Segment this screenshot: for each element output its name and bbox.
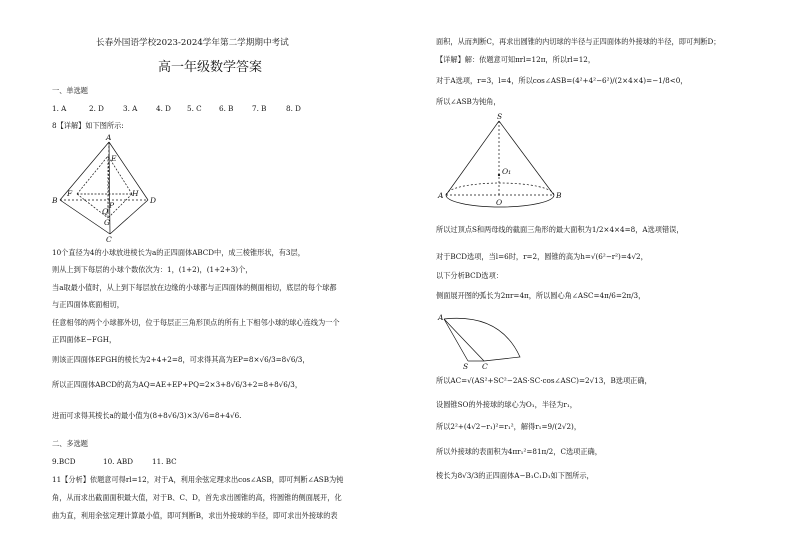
- formula-line: 所以外接球的表面积为4πr₁²=81π/2，C选项正确，: [436, 447, 602, 456]
- paragraph-line: 所以∠ASB为钝角，: [436, 97, 501, 106]
- answer-item: 3. A: [123, 104, 138, 113]
- formula-line: 所以正四面体ABCD的高为AQ=AE+EP+PQ=2×3+8√6/3+2=8+8√6/3，: [52, 380, 303, 389]
- label-S: S: [497, 112, 503, 121]
- section-heading-multi-choice: 二、多选题: [52, 439, 88, 448]
- answer-item: 11. BC: [152, 457, 177, 466]
- sector-figure: [436, 311, 536, 371]
- formula-line: 所以2²+(4√2−r₁)²=r₁²，解得r₁=9/(2√2)，: [436, 422, 582, 431]
- label-B: B: [52, 196, 58, 205]
- label-F: F: [67, 189, 73, 198]
- paragraph-line: 曲为直，利用余弦定理计算最小值，即可判断B，求出外接球的半径，即可求出外接球的表: [52, 511, 338, 520]
- answer-item: 4. D: [156, 104, 171, 113]
- label-D: D: [150, 196, 157, 205]
- label-H: H: [132, 189, 139, 198]
- label-Q: Q: [102, 207, 109, 216]
- answer-item: 7. B: [252, 104, 267, 113]
- label-A: A: [106, 133, 112, 142]
- label-B: B: [556, 191, 562, 200]
- formula-line: 对于BCD选项，当l=6时，r=2，圆锥的高为h=√(6²−r²)=4√2，: [436, 252, 648, 261]
- q8-heading: 8【详解】如下图所示:: [52, 121, 124, 130]
- label-G: G: [104, 218, 110, 227]
- label-C: C: [106, 235, 112, 244]
- paragraph-line: 当a取最小值时，从上到下每层放在边缘的小球都与正四面体的侧面相切，底层的每个球都: [52, 283, 337, 292]
- paragraph-line: 【详解】解：依题意可知πrl=12π，所以rl=12，: [436, 55, 596, 64]
- cone-figure: [436, 113, 576, 218]
- formula-line: 棱长为8√3/3的正四面体A−B₁C₁D₁如下图所示，: [436, 471, 594, 480]
- label-A: A: [438, 313, 444, 322]
- formula-line: 进而可求得其棱长a的最小值为(8+8√6/3)×3/√6=8+4√6.: [52, 411, 242, 420]
- answer-item: 9.BCD: [52, 457, 76, 466]
- paragraph-line: 正四面体E−FGH，: [52, 335, 117, 344]
- answer-item: 2. D: [89, 104, 104, 113]
- tetrahedron-figure: [52, 134, 162, 244]
- paragraph-line: 则从上到下每层的小球个数依次为：1，(1+2)，(1+2+3)个，: [52, 265, 253, 274]
- formula-line: 对于A选项，r=3，l=4，所以cos∠ASB=(4²+4²−6²)/(2×4×4)=−1/8<0，: [436, 76, 688, 85]
- answer-item: 1. A: [52, 104, 67, 113]
- label-O1: O₁: [502, 167, 512, 176]
- formula-line: 侧面展开图的弧长为2πr=4π，所以圆心角∠ASC=4π/6=2π/3，: [436, 291, 646, 300]
- answer-item: 8. D: [286, 104, 301, 113]
- paragraph-line: 10个直径为4的小球放进棱长为a的正四面体ABCD中，成三棱锥形状，有3层，: [52, 248, 305, 257]
- formula-line: 所以AC=√(AS²+SC²−2AS·SC·cos∠ASC)=2√13，B选项正确，: [436, 376, 652, 385]
- paragraph-line: 与正四面体底面相切，: [52, 300, 124, 309]
- formula-line: 则该正四面体EFGH的棱长为2+4+2=8，可求得其高为EP=8×√6/3=8√6/3，: [52, 355, 310, 364]
- section-heading-single-choice: 一、单选题: [52, 86, 88, 95]
- paragraph-line: 任意相邻的两个小球都外切，位于每层正三角形顶点的所有上下相邻小球的球心连线为一个: [52, 318, 340, 327]
- paragraph-line: 角，从而求出截面面积最大值，对于B、C、D，首先求出圆锥的高，将圆锥的侧面展开，化: [52, 493, 342, 502]
- label-A: A: [438, 191, 444, 200]
- school-title: 长春外国语学校2023-2024学年第二学期期中考试: [96, 38, 289, 48]
- label-O: O: [496, 198, 503, 207]
- paragraph-line: 面积，从而判断C，再求出圆锥的内切球的半径与正四面体的外接球的半径，即可判断D；: [436, 37, 721, 46]
- paragraph-line: 11【分析】依题意可得rl=12，对于A，利用余弦定理求出cos∠ASB，即可判断∠ASB为钝: [52, 475, 344, 484]
- formula-line: 所以过顶点S和两母线的截面三角形的最大面积为1/2×4×4=8，A选项错误，: [436, 225, 684, 234]
- paragraph-line: 设圆锥SO的外接球的球心为O₁，半径为r₁，: [436, 400, 577, 409]
- label-S: S: [463, 362, 469, 371]
- paragraph-line: 以下分析BCD选项：: [436, 271, 503, 280]
- answer-item: 5. C: [187, 104, 202, 113]
- answer-item: 10. ABD: [103, 457, 133, 466]
- label-P: P: [109, 201, 115, 210]
- answer-item: 6. B: [219, 104, 234, 113]
- label-C: C: [482, 362, 488, 371]
- page-title: 高一年级数学答案: [158, 60, 263, 75]
- label-E: E: [111, 154, 117, 163]
